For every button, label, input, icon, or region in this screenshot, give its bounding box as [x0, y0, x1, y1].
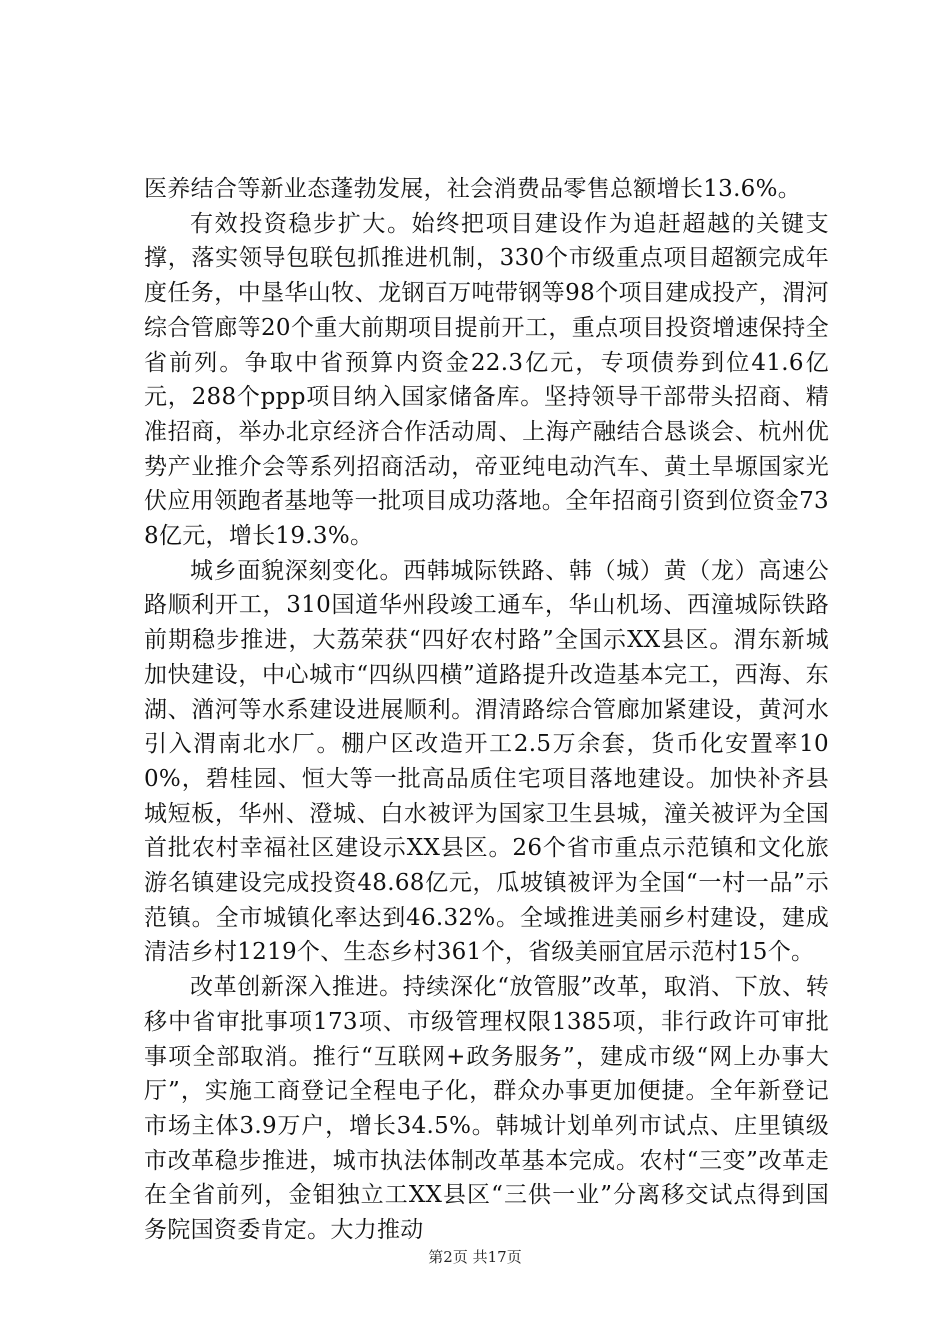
paragraph-reform-innovation: 改革创新深入推进。持续深化“放管服”改革，取消、下放、转移中省审批事项173项、市级管理权限1385项，非行政许可审批事项全部取消。推行“互联网+政务服务”，建成市级“网上办事大厅”，实施工商登记全程电子化，群众办事更加便捷。全年新登记市场主体3.9万户，增长34.5%。韩城计划单列市试点、庄里镇级市改革稳步推进，城市执法体制改革基本完成。农村“三变”改革走在全省前列，金钼独立工XX县区“三供一业”分离移交试点得到国务院国资委肯定。大力推动	[144, 974, 829, 1244]
paragraph-urban-rural-change: 城乡面貌深刻变化。西韩城际铁路、韩（城）黄（龙）高速公路顺利开工，310国道华州段竣工通车，华山机场、西潼城际铁路前期稳步推进，大荔荣获“四好农村路”全国示XX县区。渭东新城加快建设，中心城市“四纵四横”道路提升改造基本完工，西海、东湖、湭河等水系建设进展顺利。渭清路综合管廊加紧建设，黄河水引入渭南北水厂。棚户区改造开工2.5万余套，货币化安置率100%，碧桂园、恒大等一批高品质住宅项目落地建设。加快补齐县城短板，华州、澄城、白水被评为国家卫生县城，潼关被评为全国首批农村幸福社区建设示XX县区。26个省市重点示范镇和文化旅游名镇建设完成投资48.68亿元，瓜坡镇被评为全国“一村一品”示范镇。全市城镇化率达到46.32%。全域推进美丽乡村建设，建成清洁乡村1219个、生态乡村361个，省级美丽宜居示范村15个。	[144, 557, 829, 966]
paragraph-continuation: 医养结合等新业态蓬勃发展，社会消费品零售总额增长13.6%。	[144, 176, 802, 202]
page-footer: 第2页 共17页	[428, 1248, 522, 1266]
document-body	[144, 172, 829, 1248]
paragraph-effective-investment: 有效投资稳步扩大。始终把项目建设作为追赶超越的关键支撑，落实领导包联包抓推进机制，330个市级重点项目超额完成年度任务，中垦华山牧、龙钢百万吨带钢等98个项目建成投产，渭河综合管廊等20个重大前期项目提前开工，重点项目投资增速保持全省前列。争取中省预算内资金22.3亿元，专项债券到位41.6亿元，288个ppp项目纳入国家储备库。坚持领导干部带头招商、精准招商，举办北京经济合作活动周、上海产融结合恳谈会、杭州优势产业推介会等系列招商活动，帝亚纯电动汽车、黄土旱塬国家光伏应用领跑者基地等一批项目成功落地。全年招商引资到位资金738亿元，增长19.3%。	[144, 210, 829, 550]
